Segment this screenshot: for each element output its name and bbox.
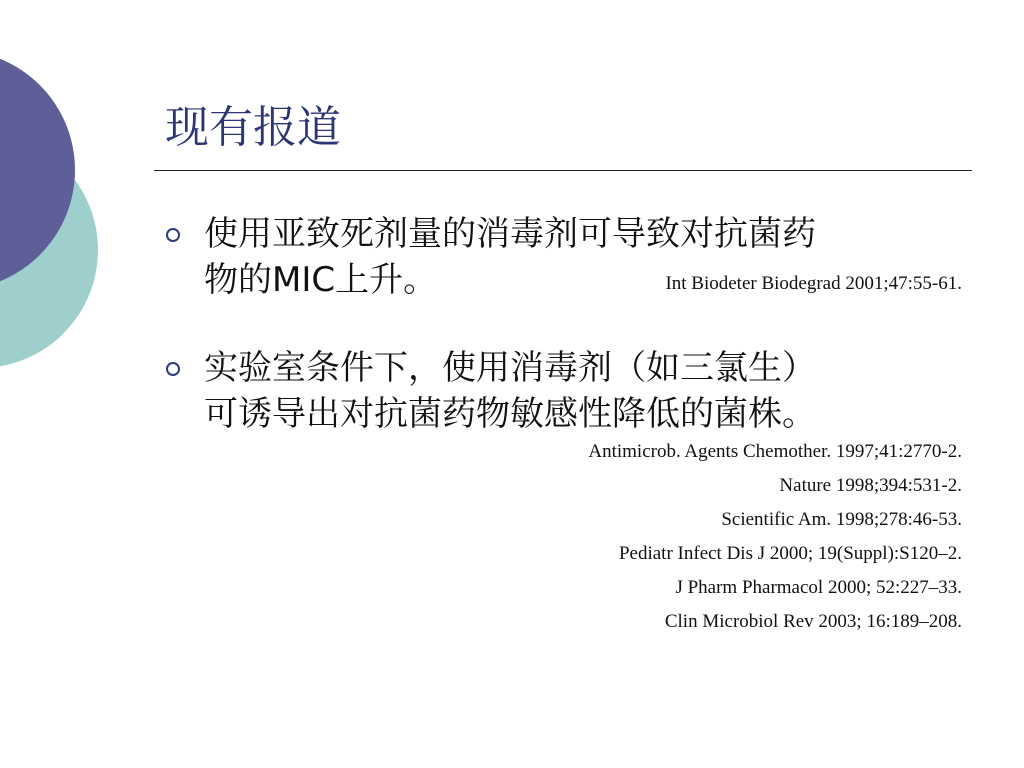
title-divider xyxy=(154,170,972,171)
bullet-1-reference: Int Biodeter Biodegrad 2001;47:55-61. xyxy=(665,273,962,294)
bullet-icon xyxy=(166,362,180,376)
reference-line: Clin Microbiol Rev 2003; 16:189–208. xyxy=(664,611,962,632)
reference-line: Nature 1998;394:531-2. xyxy=(779,475,962,496)
slide-title: 现有报道 xyxy=(165,102,341,153)
reference-line: Pediatr Infect Dis J 2000; 19(Suppl):S120–2. xyxy=(618,543,962,564)
bullet-1-line-1: 使用亚致死剂量的消毒剂可导致对抗菌药 xyxy=(204,214,816,254)
reference-line: J Pharm Pharmacol 2000; 52:227–33. xyxy=(675,577,962,598)
bullet-2-line-1: 实验室条件下，使用消毒剂（如三氯生） xyxy=(204,348,816,388)
reference-line: Antimicrob. Agents Chemother. 1997;41:2770-2. xyxy=(588,441,962,462)
decorative-circles xyxy=(0,0,140,420)
reference-line: Scientific Am. 1998;278:46-53. xyxy=(721,509,962,530)
bullet-icon xyxy=(166,228,180,242)
bullet-2-line-2: 可诱导出对抗菌药物敏感性降低的菌株。 xyxy=(204,394,816,434)
bullet-1-line-2: 物的MIC上升。 xyxy=(204,260,438,300)
